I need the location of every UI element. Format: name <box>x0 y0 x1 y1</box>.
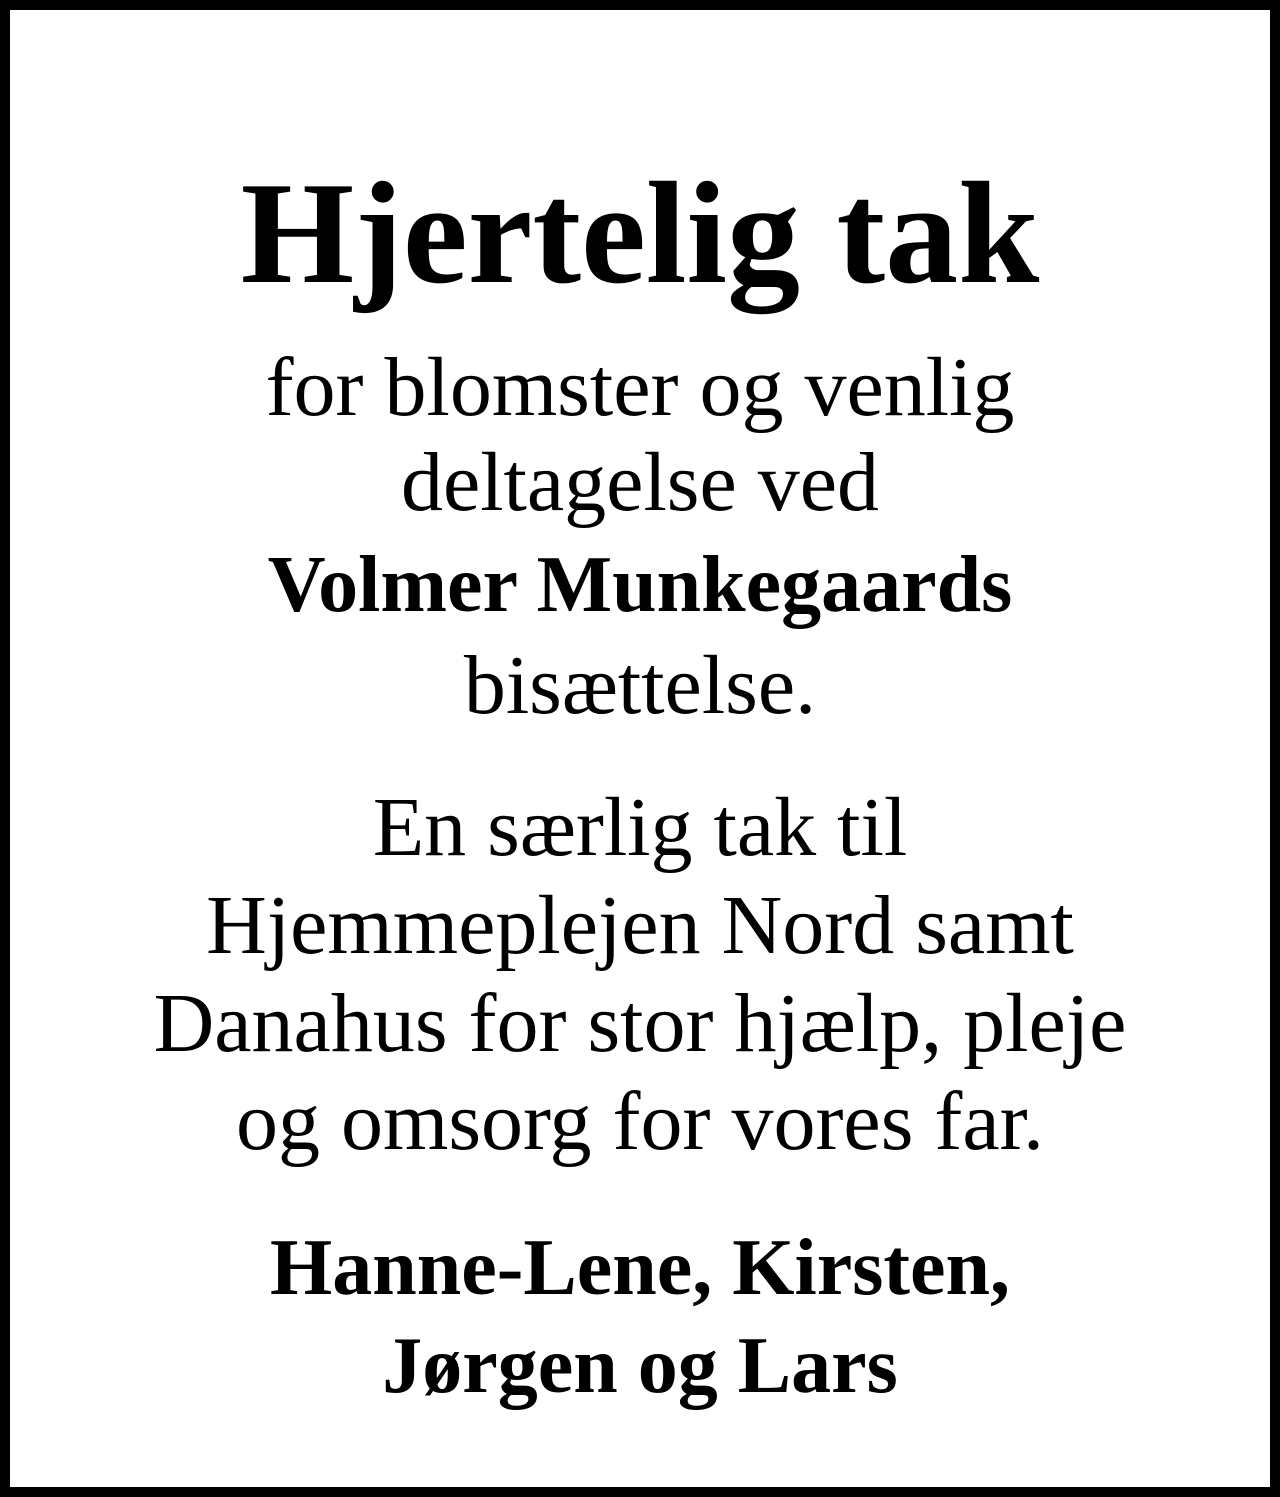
intro-line-1: for blomster og venlig <box>265 341 1015 434</box>
special-thanks-line-4: og omsorg for vores far. <box>236 1075 1044 1168</box>
special-thanks-line-1: En særlig tak til <box>372 781 908 874</box>
notice-title: Hjertelig tak <box>240 152 1040 314</box>
intro-line-4: bisættelse. <box>463 639 817 732</box>
special-thanks-line-3: Danahus for stor hjælp, pleje <box>153 977 1127 1070</box>
signature-line-1: Hanne-Lene, Kirsten, <box>270 1224 1010 1312</box>
signature-line-2: Jørgen og Lars <box>382 1322 898 1410</box>
deceased-name: Volmer Munkegaards <box>267 541 1013 629</box>
special-thanks-line-2: Hjemmeplejen Nord samt <box>206 879 1074 972</box>
intro-line-2: deltagelse ved <box>400 436 880 529</box>
